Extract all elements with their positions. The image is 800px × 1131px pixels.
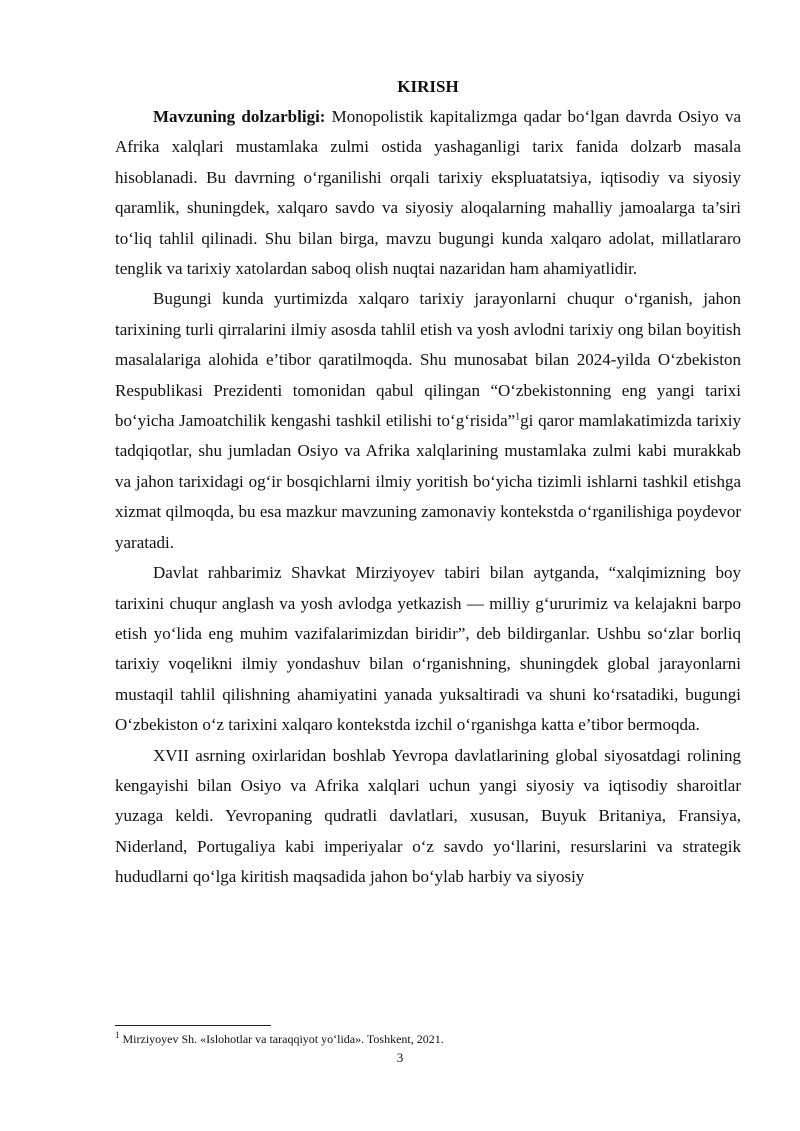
relevance-text: Monopolistik kapitalizmga qadar bo‘lgan davrda Osiyo va Afrika xalqlari mustamlaka zulmi ostida yashaganligi tarix fanida dolzarb masala hisoblanadi. Bu davrning o‘rganilishi orqali tarixiy ekspluatatsiya, iqtisodiy va siyosiy qaramlik, shuningdek, xalqaro savdo va siyosiy aloqalarning mahalliy jamoalarga ta’siri to‘liq tahlil qilinadi. Shu bilan birga, mavzu bugungi kunda xalqaro adolat, millatlararo tenglik va tarixiy xatolardan saboq olish nuqtai nazaridan ham ahamiyatlidir. — [115, 107, 741, 279]
paragraph-european-expansion: XVII asrning oxirlaridan boshlab Yevropa davlatlarining global siyosatdagi rolining kengayishi bilan Osiyo va Afrika xalqlari uchun yangi siyosiy va iqtisodiy sharoitlar yuzaga keldi. Yevropaning qudratli davlatlari, xususan, Buyuk Britaniya, Fransiya, Niderland, Portugaliya kabi imperiyalar o‘z savdo yo‘llarini, resurslarini va strategik hududlarni qo‘lga kiritish maqsadida jahon bo‘ylab harbiy va siyosiy — [115, 745, 741, 887]
decree-text-before: Bugungi kunda yurtimizda xalqaro tarixiy jarayonlarni chuqur o‘rganish, jahon tarixining turli qirralarini ilmiy asosda tahlil etish va yosh avlodni tarixiy ong bilan boyitish masalalariga alohida e’tibor qaratilmoqda. Shu munosabat bilan 2024-yilda O‘zbekiston Respublikasi Prezidenti tomonidan qabul qilingan “O‘zbekistonning eng yangi tarixi bo‘yicha Jamoatchilik kengashi tashkil etilishi to‘g‘risida” — [115, 289, 741, 431]
paragraph-relevance — [115, 102, 741, 284]
section-heading: KIRISH — [397, 77, 459, 96]
footnote-divider — [115, 1025, 271, 1026]
decree-text-after: gi qaror mamlakatimizda tarixiy tadqiqotlar, shu jumladan Osiyo va Afrika xalqlarining mustamlaka zulmi kabi murakkab va jahon tarixidagi og‘ir bosqichlarni ilmiy yoritish bo‘yicha tizimli ishlarni tashkil etishga xizmat qilmoqda, bu esa mazkur mavzuning zamonaviy kontekstda o‘rganilishiga poydevor yaratadi. — [115, 411, 741, 552]
footnote-reference[interactable]: 1 — [515, 411, 521, 423]
paragraph-decree — [115, 284, 741, 558]
document-body — [115, 72, 741, 893]
footnote-mark: 1 — [115, 1030, 120, 1040]
footnote-text: Mirziyoyev Sh. «Islohotlar va taraqqiyot yo‘lida». Toshkent, 2021. — [119, 1032, 444, 1046]
page-number: 3 — [396, 1050, 404, 1065]
paragraph-president-quote: Davlat rahbarimiz Shavkat Mirziyoyev tabiri bilan aytganda, “xalqimizning boy tarixini chuqur anglash va yosh avlodga yetkazish — milliy g‘ururimiz va kelajakni barpo etish yo‘lida eng muhim vazifalarimizdan biridir”, deb bildirganlar. Ushbu so‘zlar borliq tarixiy voqelikni ilmiy yondashuv bilan o‘rganishning, shuningdek global jarayonlarni mustaqil tahlil qilishning ahamiyatini yanada yuksaltiradi va shuni ko‘rsatadiki, bugungi O‘zbekiston o‘z tarixini xalqaro kontekstda izchil o‘rganishga katta e’tibor bermoqda. — [115, 563, 741, 735]
relevance-lead: Mavzuning dolzarbligi: — [153, 107, 326, 126]
footnote — [115, 1031, 741, 1047]
